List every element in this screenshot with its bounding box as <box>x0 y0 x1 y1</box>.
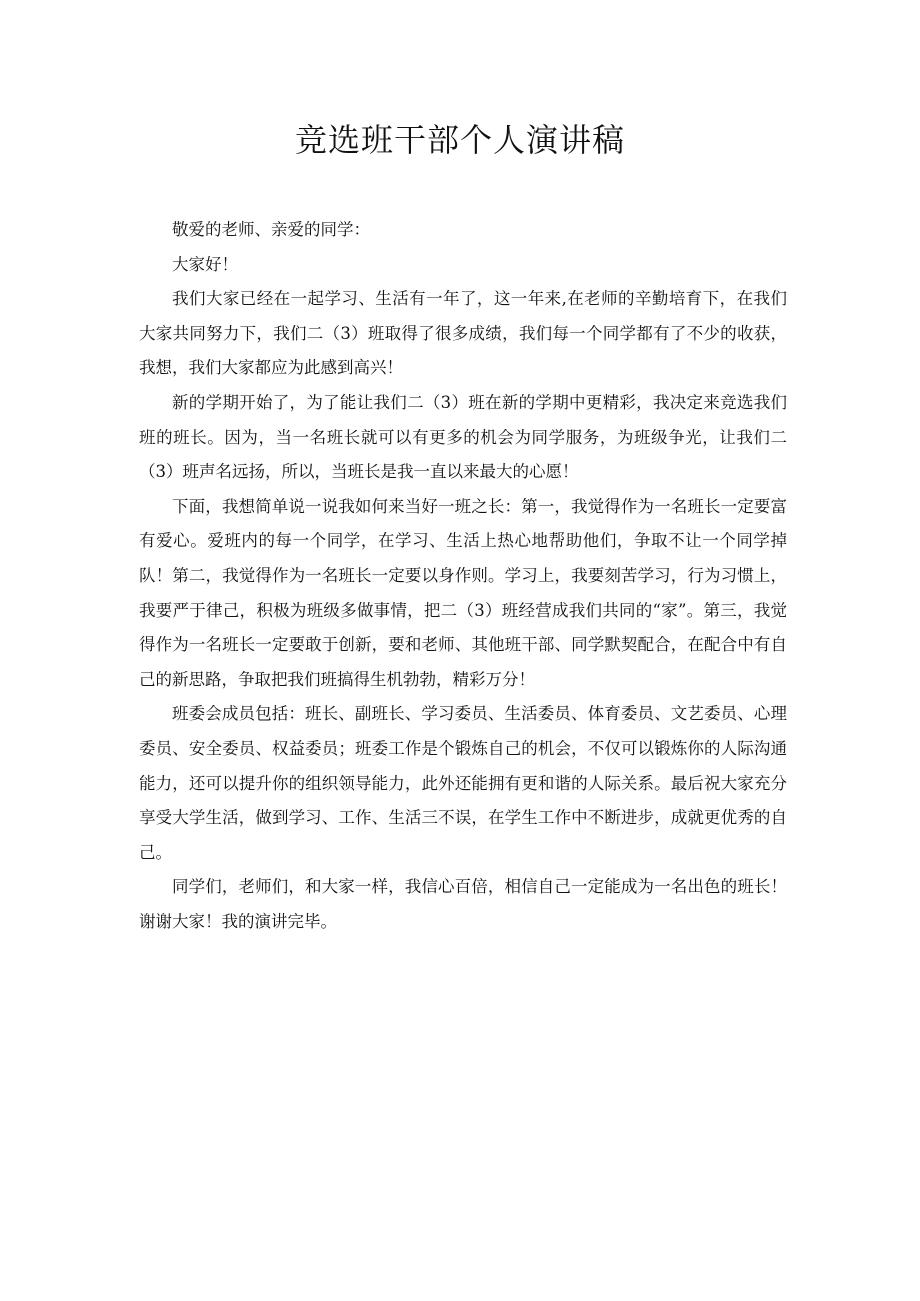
closing-paragraph: 同学们，老师们，和大家一样，我信心百倍，相信自己一定能成为一名出色的班长！谢谢大家！我的演讲完毕。 <box>139 877 787 931</box>
document-title: 竞选班干部个人演讲稿 <box>294 121 625 159</box>
body-paragraph: 我们大家已经在一起学习、生活有一年了，这一年来,在老师的辛勤培育下，在我们大家共同努力下，我们二（3）班取得了很多成绩，我们每一个同学都有了不少的收获，我想，我们大家都应为此感到高兴！ <box>139 289 787 378</box>
hello-paragraph: 大家好！ <box>172 254 238 274</box>
greeting-paragraph: 敬爱的老师、亲爱的同学： <box>172 220 370 239</box>
document-body <box>139 213 787 939</box>
body-paragraph: 班委会成员包括：班长、副班长、学习委员、生活委员、体育委员、文艺委员、心理委员、安全委员、权益委员；班委工作是个锻炼自己的机会，不仅可以锻炼你的人际沟通能力，还可以提升你的组织领导能力，此外还能拥有更和谐的人际关系。最后祝大家充分享受大学生活，做到学习、工作、生活三不误，在学生工作中不断进步，成就更优秀的自己。 <box>139 704 787 862</box>
body-paragraph: 下面，我想简单说一说我如何来当好一班之长：第一，我觉得作为一名班长一定要富有爱心。爱班内的每一个同学，在学习、生活上热心地帮助他们，争取不让一个同学掉队！第二，我觉得作为一名班长一定要以身作则。学习上，我要刻苦学习，行为习惯上，我要严于律己，积极为班级多做事情，把二（3）班经营成我们共同的“家”。第三，我觉得作为一名班长一定要敢于创新，要和老师、其他班干部、同学默契配合，在配合中有自己的新思路，争取把我们班搞得生机勃勃，精彩万分！ <box>139 496 787 689</box>
body-paragraph: 新的学期开始了，为了能让我们二（3）班在新的学期中更精彩，我决定来竞选我们班的班长。因为，当一名班长就可以有更多的机会为同学服务，为班级争光，让我们二（3）班声名远扬，所以，当班长是我一直以来最大的心愿！ <box>139 392 787 482</box>
